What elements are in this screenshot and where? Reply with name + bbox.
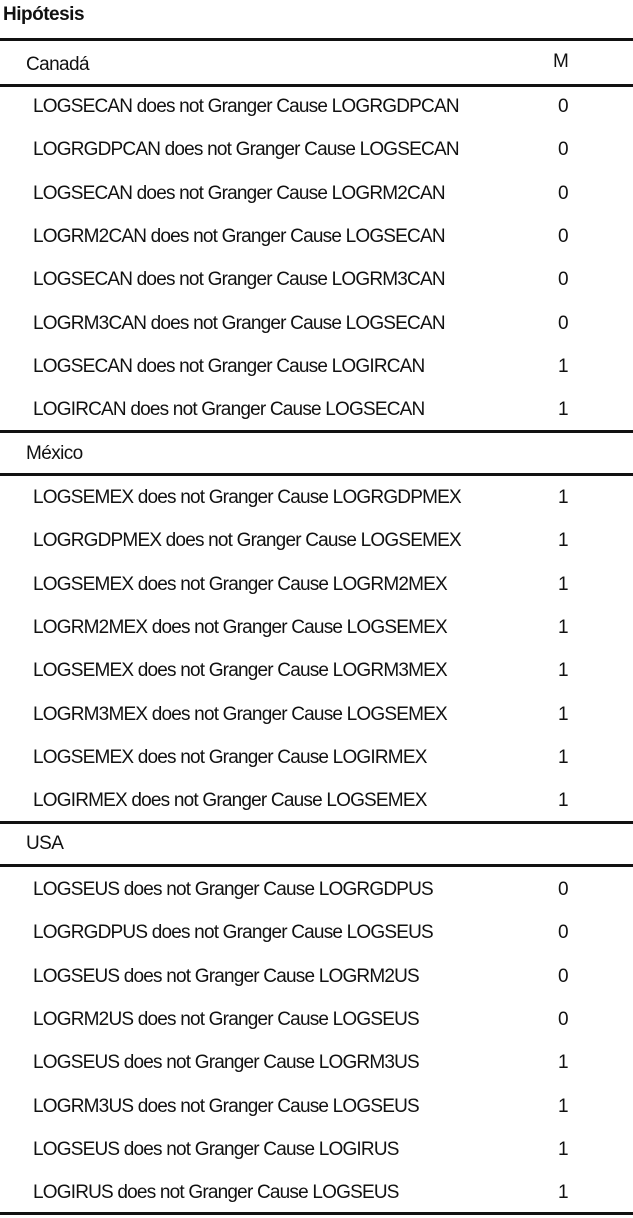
hypothesis-cell: LOGSEMEX does not Granger Cause LOGRM3MEX: [33, 660, 447, 682]
table-row: [0, 649, 633, 692]
table-row: [0, 85, 633, 128]
section-rule: [0, 430, 633, 433]
m-value-cell: 1: [558, 1052, 569, 1074]
column-header-m: M: [553, 51, 569, 72]
m-value-cell: 1: [558, 746, 569, 768]
hypothesis-cell: LOGRGDPUS does not Granger Cause LOGSEUS: [33, 922, 433, 944]
m-value-cell: 0: [558, 96, 569, 117]
m-value-cell: 1: [558, 616, 569, 638]
hypothesis-cell: LOGIRUS does not Granger Cause LOGSEUS: [33, 1182, 399, 1204]
hypothesis-cell: LOGSEMEX does not Granger Cause LOGRGDPMEX: [33, 487, 461, 508]
section-header-usa: [0, 826, 633, 866]
table-row: [0, 172, 633, 215]
hypothesis-cell: LOGRM3MEX does not Granger Cause LOGSEMEX: [33, 703, 447, 725]
m-value-cell: 0: [558, 879, 569, 900]
hypothesis-cell: LOGRM2US does not Granger Cause LOGSEUS: [33, 1008, 419, 1030]
hypothesis-cell: LOGIRMEX does not Granger Cause LOGSEMEX: [33, 790, 427, 812]
hypothesis-cell: LOGRGDPMEX does not Granger Cause LOGSEMEX: [33, 530, 461, 552]
m-value-cell: 0: [558, 182, 569, 204]
m-value-cell: 0: [558, 139, 569, 161]
table-row: [0, 736, 633, 779]
table-row: [0, 911, 633, 954]
hypothesis-cell: LOGSEMEX does not Granger Cause LOGIRMEX: [33, 746, 427, 768]
m-value-cell: 0: [558, 269, 569, 291]
m-value-cell: 1: [558, 1095, 569, 1117]
hypothesis-cell: LOGSECAN does not Granger Cause LOGIRCAN: [33, 355, 425, 377]
table-row: [0, 606, 633, 649]
m-value-cell: 1: [558, 399, 569, 421]
m-value-cell: 1: [558, 1138, 569, 1160]
table-row: [0, 519, 633, 562]
m-value-cell: 0: [558, 1008, 569, 1030]
table-row: [0, 779, 633, 822]
hypothesis-cell: LOGSEMEX does not Granger Cause LOGRM2MEX: [33, 573, 447, 595]
table-row: [0, 1085, 633, 1128]
table-row: [0, 693, 633, 736]
section-header-canada: [0, 44, 633, 84]
m-value-cell: 0: [558, 312, 569, 334]
table-row: [0, 1171, 633, 1214]
section-name: USA: [26, 833, 64, 854]
hypothesis-cell: LOGSECAN does not Granger Cause LOGRM2CAN: [33, 182, 445, 204]
section-name: México: [26, 443, 83, 464]
table-row: [0, 302, 633, 345]
top-rule: [0, 38, 633, 41]
bottom-rule: [0, 1212, 633, 1215]
m-value-cell: 1: [558, 790, 569, 812]
table-row: [0, 345, 633, 388]
m-value-cell: 0: [558, 225, 569, 247]
hypothesis-cell: LOGSEUS does not Granger Cause LOGIRUS: [33, 1138, 399, 1160]
hypothesis-cell: LOGRM3US does not Granger Cause LOGSEUS: [33, 1095, 419, 1117]
m-value-cell: 1: [558, 703, 569, 725]
hypothesis-cell: LOGRM2MEX does not Granger Cause LOGSEMEX: [33, 616, 447, 638]
m-value-cell: 0: [558, 965, 569, 987]
m-value-cell: 1: [558, 660, 569, 682]
table-row: [0, 258, 633, 301]
hypothesis-cell: LOGRM3CAN does not Granger Cause LOGSECAN: [33, 312, 445, 334]
table-row: [0, 1128, 633, 1171]
table-row: [0, 215, 633, 258]
m-value-cell: 1: [558, 573, 569, 595]
hypothesis-cell: LOGSEUS does not Granger Cause LOGRM2US: [33, 965, 419, 987]
hypothesis-cell: LOGSECAN does not Granger Cause LOGRM3CAN: [33, 269, 445, 291]
table-row: [0, 868, 633, 911]
hypothesis-cell: LOGRM2CAN does not Granger Cause LOGSECAN: [33, 225, 445, 247]
hypothesis-cell: LOGRGDPCAN does not Granger Cause LOGSECAN: [33, 139, 459, 161]
m-value-cell: 1: [558, 487, 569, 508]
m-value-cell: 0: [558, 922, 569, 944]
hypothesis-cell: LOGSEUS does not Granger Cause LOGRGDPUS: [33, 879, 433, 900]
table-row: [0, 476, 633, 519]
table-row: [0, 955, 633, 998]
page-title: Hipótesis: [3, 4, 85, 25]
hypothesis-cell: LOGSEUS does not Granger Cause LOGRM3US: [33, 1052, 419, 1074]
table-row: [0, 1041, 633, 1084]
table-row: [0, 388, 633, 431]
section-rule: [0, 821, 633, 824]
section-rule: [0, 864, 633, 867]
m-value-cell: 1: [558, 355, 569, 377]
table-row: [0, 563, 633, 606]
m-value-cell: 1: [558, 530, 569, 552]
section-header-mexico: [0, 435, 633, 475]
table-row: [0, 128, 633, 171]
section-name: Canadá: [26, 54, 89, 75]
hypothesis-cell: LOGSECAN does not Granger Cause LOGRGDPCAN: [33, 96, 459, 117]
table-row: [0, 998, 633, 1041]
m-value-cell: 1: [558, 1182, 569, 1204]
hypothesis-cell: LOGIRCAN does not Granger Cause LOGSECAN: [33, 399, 425, 421]
